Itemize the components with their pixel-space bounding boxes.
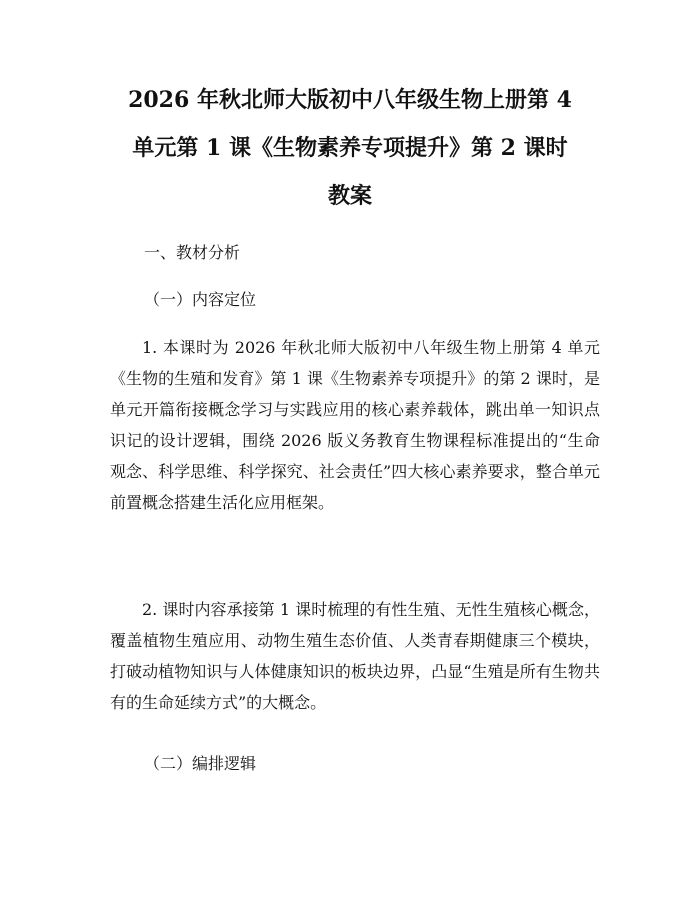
document-title-line-2: 单元第 1 课《生物素养专项提升》第 2 课时 [132, 135, 568, 161]
document-title-line-1: 2026 年秋北师大版初中八年级生物上册第 4 [128, 87, 572, 113]
subsection-heading-content-positioning: （一）内容定位 [144, 290, 257, 309]
subsection-heading-arrangement-logic: （二）编排逻辑 [144, 754, 257, 773]
document-title-line-3: 教案 [327, 183, 372, 209]
section-heading-textbook-analysis: 一、教材分析 [144, 243, 241, 262]
paragraph-2: 2. 课时内容承接第 1 课时梳理的有性生殖、无性生殖核心概念，覆盖植物生殖应用、动物生殖生态价值、人类青春期健康三个模块，打破动植物知识与人体健康知识的板块边界，凸显“生殖是所有生物共有的生命延续方式”的大概念。 [110, 600, 600, 712]
paragraph-1: 1. 本课时为 2026 年秋北师大版初中八年级生物上册第 4 单元《生物的生殖和发育》第 1 课《生物素养专项提升》的第 2 课时，是单元开篇衔接概念学习与实践应用的核心素养载体，跳出单一知识点识记的设计逻辑，围绕 2026 版义务教育生物课程标准提出的“生命观念、科学思维、科学探究、社会责任”四大核心素养要求，整合单元前置概念搭建生活化应用框架。 [110, 338, 600, 512]
